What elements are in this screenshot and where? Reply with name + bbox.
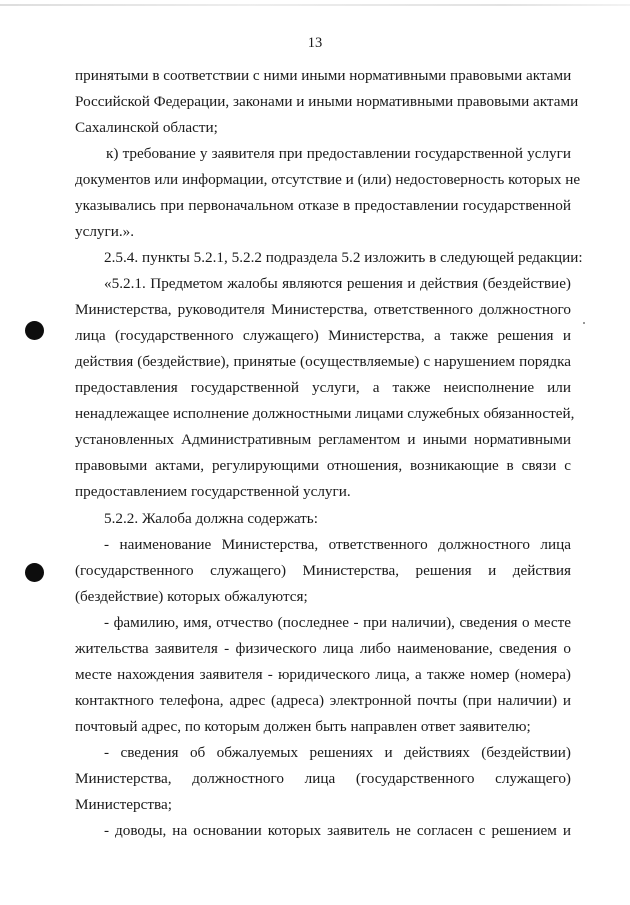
text-line: почтовый адрес, по которым должен быть направлен ответ заявителю; [75,718,531,735]
text-line: 2.5.4. пункты 5.2.1, 5.2.2 подраздела 5.2 изложить в следующей редакции: [104,249,583,266]
text-line: месте нахождения заявителя - юридического лица, а также номер (номера) [75,666,571,683]
text-line: Сахалинской области; [75,119,218,136]
text-line: лица (государственного служащего) Министерства, а также решения и [75,327,571,344]
text-line: к) требование у заявителя при предоставлении государственной услуги [106,145,571,162]
text-line: - фамилию, имя, отчество (последнее - при наличии), сведения о месте [104,614,571,631]
text-line: предоставления государственной услуги, а также неисполнение или [75,379,571,396]
text-line: - наименование Министерства, ответственного должностного лица [104,536,571,553]
text-line: услуги.». [75,223,135,240]
text-line: правовыми актами, регулирующими отношения, возникающие в связи с [75,457,571,474]
text-line: установленных Административным регламентом и иными нормативными [75,431,571,448]
text-line: ненадлежащее исполнение должностными лицами служебных обязанностей, [75,405,575,422]
text-line: - сведения об обжалуемых решениях и действиях (бездействии) [104,744,571,761]
text-line: жительства заявителя - физического лица либо наименование, сведения о [75,640,571,657]
scan-speck [583,322,585,324]
text-line: Министерства; [75,796,172,813]
punch-hole-lower [25,563,44,582]
text-line: указывались при первоначальном отказе в предоставлении государственной [75,197,571,214]
text-line: 5.2.2. Жалоба должна содержать: [104,510,318,527]
text-line: предоставлением государственной услуги. [75,483,351,500]
text-line: - доводы, на основании которых заявитель не согласен с решением и [104,822,571,839]
text-line: «5.2.1. Предметом жалобы являются решения и действия (бездействие) [104,275,571,292]
text-line: (государственного служащего) Министерства, решения и действия [75,562,571,579]
page-number: 13 [307,35,323,51]
text-line: принятыми в соответствии с ними иными нормативными правовыми актами [75,67,572,84]
text-line: действия (бездействие), принятые (осуществляемые) с нарушением порядка [75,353,571,370]
text-line: Министерства, должностного лица (государственного служащего) [75,770,571,787]
text-line: контактного телефона, адрес (адреса) электронной почты (при наличии) и [75,692,571,709]
text-line: документов или информации, отсутствие и (или) недостоверность которых не [75,171,581,188]
punch-hole-upper [25,321,44,340]
text-line: Министерства, руководителя Министерства, ответственного должностного [75,301,571,318]
text-line: (бездействие) которых обжалуются; [75,588,308,605]
text-line: Российской Федерации, законами и иными нормативными правовыми актами [75,93,579,110]
scan-top-edge [0,4,630,6]
